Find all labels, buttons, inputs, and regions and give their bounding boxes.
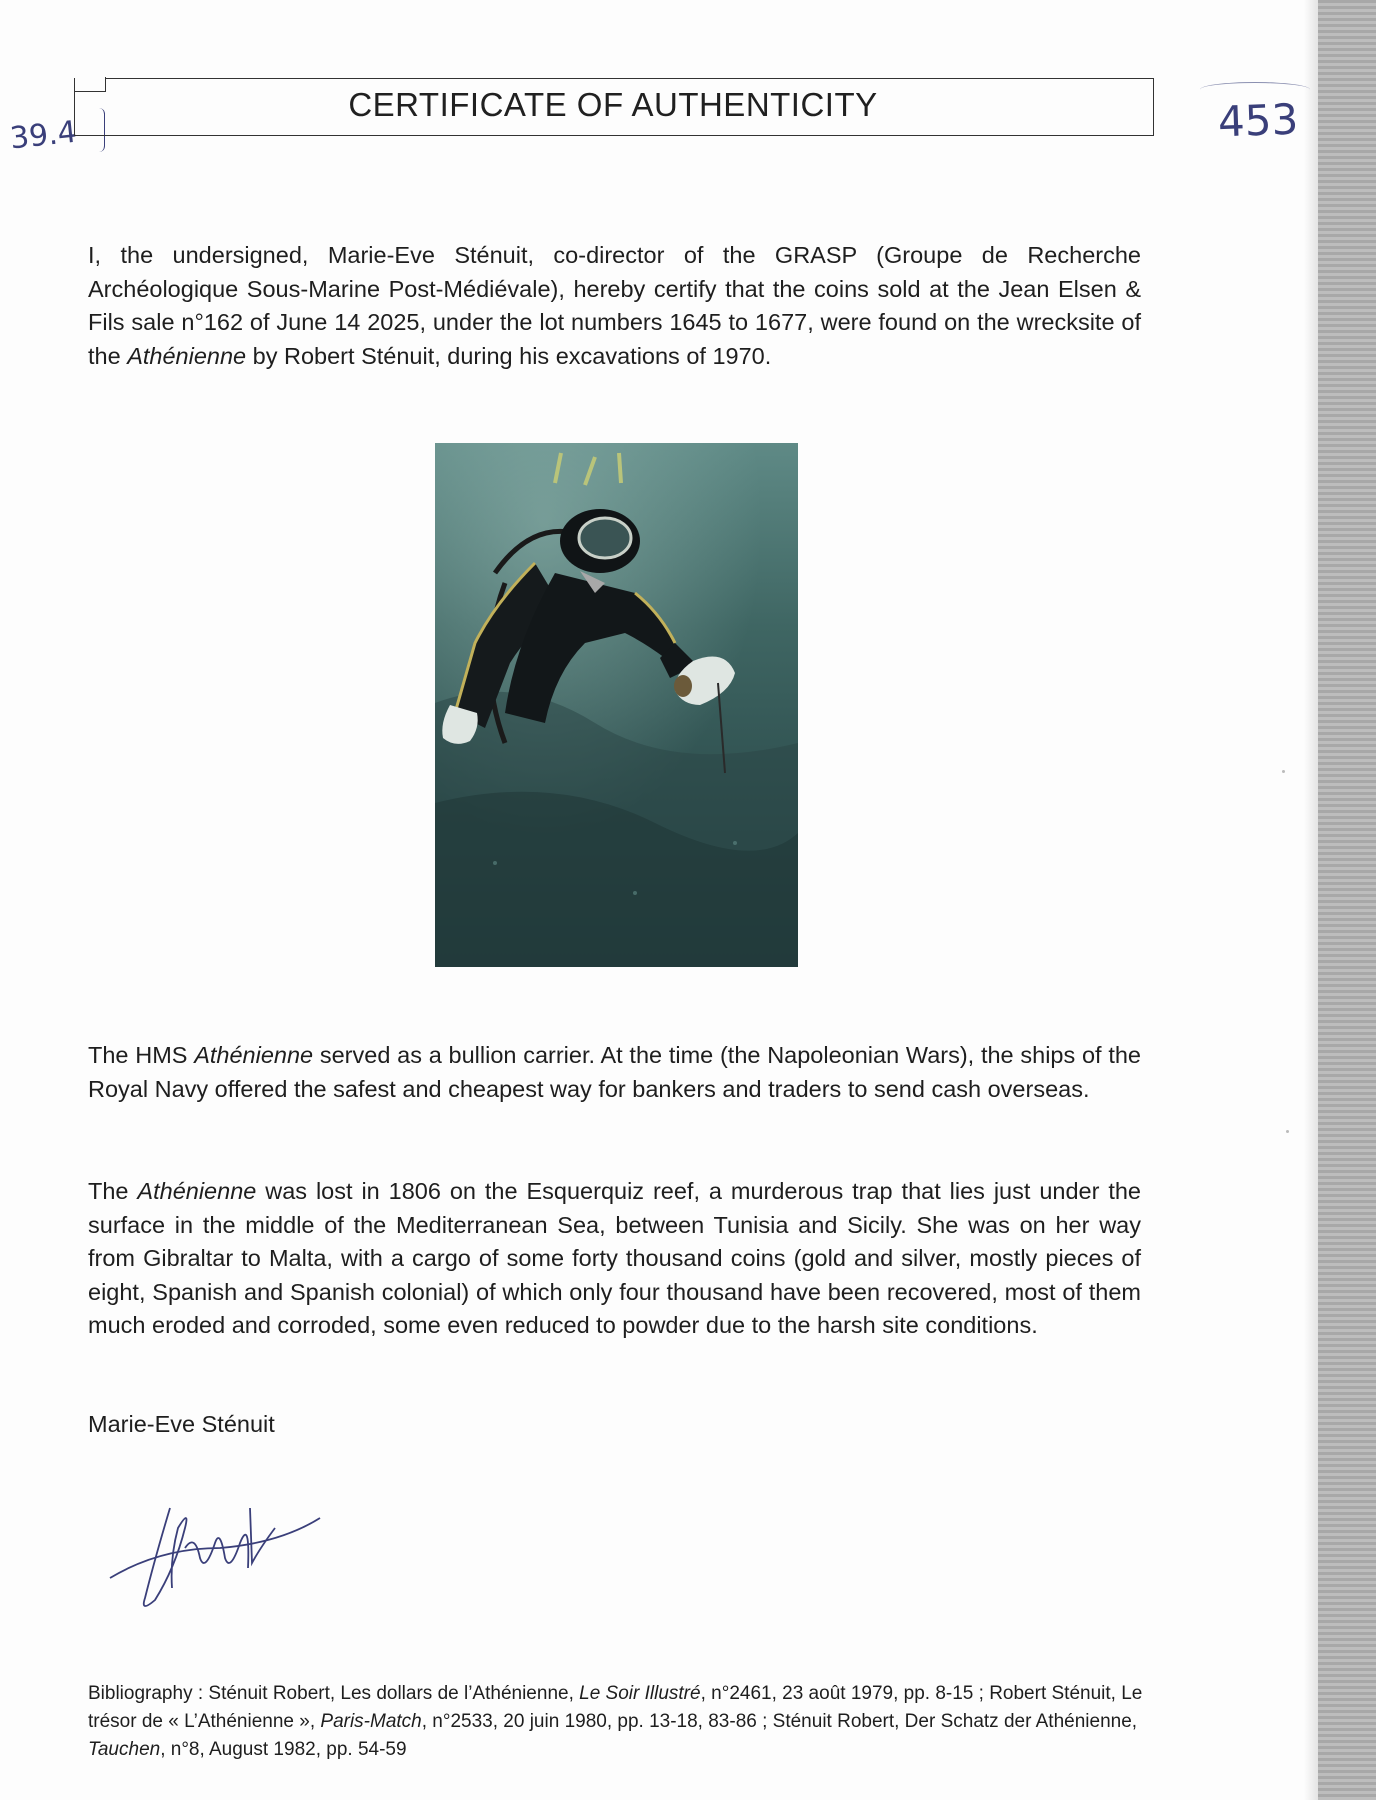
text-run: by Robert Sténuit, during his excavations of 1970. — [246, 342, 772, 369]
scan-speck — [1286, 1130, 1289, 1133]
diver-photo-illustration — [435, 443, 798, 967]
scan-speck — [1282, 770, 1285, 773]
text-run: , n°8, August 1982, pp. 54-59 — [160, 1739, 407, 1760]
page-title: CERTIFICATE OF AUTHENTICITY — [348, 86, 878, 123]
text-run: The — [88, 1178, 138, 1204]
italic-run: Athénienne — [194, 1042, 314, 1068]
italic-run: Paris-Match — [320, 1711, 422, 1732]
italic-run: Athénienne — [127, 342, 247, 369]
text-run: was lost in 1806 on the Esquerquiz reef, a murderous trap that lies just under the surface in the middle of the Mediterranean Sea, between Tunisia and Sicily. She was on her way from Gibraltar to Malta, with a cargo of some forty thousand coins (gold and silver, mostly pieces of eight, Spanish and Spanish colonial) of which only four thousand have been recovered, most of them much eroded and corroded, some even reduced to powder due to the harsh site conditions. — [88, 1178, 1142, 1338]
text-run: Bibliography : Sténuit Robert, Les dollars de l’Athénienne, — [88, 1683, 580, 1704]
diver-photo — [435, 443, 798, 967]
handwritten-number-left: 39.4 — [8, 114, 79, 157]
text-run: , n°2461, 23 août 1979, pp. 8-15 ; Robert Sténuit, Le trésor de « L’Athénienne », — [88, 1683, 1143, 1732]
certification-paragraph — [88, 239, 1141, 373]
scan-shadow — [1304, 0, 1318, 1800]
italic-run: Athénienne — [137, 1178, 257, 1204]
handwritten-number-right: 453 — [1217, 94, 1300, 147]
bullion-carrier-paragraph — [88, 1039, 1141, 1106]
text-run: , n°2533, 20 juin 1980, pp. 13-18, 83-86 ; Sténuit Robert, Der Schatz der Athénienne, — [421, 1711, 1138, 1732]
italic-run: Le Soir Illustré — [579, 1683, 701, 1704]
bibliography — [88, 1680, 1148, 1764]
signer-name: Marie-Eve Sténuit — [88, 1411, 275, 1437]
text-run: served as a bullion carrier. At the time (the Napoleonian Wars), the ships of the Royal Navy offered the safest and cheapest way for bankers and traders to send cash overseas. — [88, 1042, 1141, 1102]
text-run: The HMS — [88, 1042, 195, 1068]
wreck-history-paragraph — [88, 1175, 1141, 1343]
text-run: I, the undersigned, Marie-Eve Sténuit, co-director of the GRASP (Groupe de Recherche Archéologique Sous-Marine Post-Médiévale), hereby certify that the coins sold at the Jean Elsen & Fils sale n°162 of June 14 2025, under the lot numbers 1645 to 1677, were found on the wrecksite of the — [88, 242, 1141, 369]
handwritten-signature — [100, 1488, 330, 1618]
scan-edge-strip — [1318, 0, 1376, 1800]
italic-run: Tauchen — [88, 1739, 161, 1760]
